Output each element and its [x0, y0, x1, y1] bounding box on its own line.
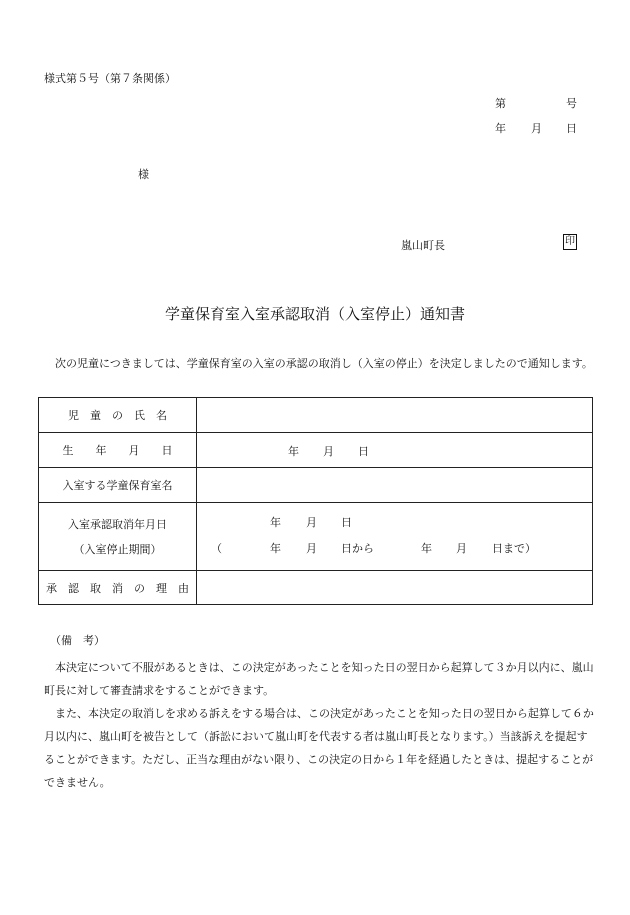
table-row: [39, 433, 593, 468]
cancel-date-field[interactable]: [197, 503, 593, 571]
issue-date-year: 年: [495, 122, 506, 135]
seal-mark: 印: [563, 234, 577, 250]
cancel-date-label-cell: [39, 503, 197, 571]
birth-day-unit: 日: [358, 445, 369, 458]
document-title: 学童保育室入室承認取消（入室停止）通知書: [164, 305, 465, 323]
form-number: 様式第５号（第７条関係）: [44, 72, 176, 85]
birth-date-label: 生 年 月 日: [39, 433, 197, 468]
birth-year-unit: 年: [288, 445, 299, 458]
child-name-field[interactable]: [197, 398, 593, 433]
suspension-period-label: （入室停止期間）: [73, 542, 162, 556]
cancel-year-unit: 年: [270, 516, 281, 529]
child-name-label: 児 童 の 氏 名: [39, 398, 197, 433]
room-name-field[interactable]: [197, 468, 593, 503]
intro-text: 次の児童につきましては、学童保育室の入室の承認の取消し（入室の停止）を決定しましたので通知します。: [44, 357, 593, 370]
period-to-month-unit: 月: [456, 542, 467, 555]
period-open-paren: （: [211, 542, 222, 555]
remark-lawsuit: また、本決定の取消しを求める訴えをする場合は、この決定があったことを知った日の翌日から起算して６か月以内に、嵐山町を被告として（訴訟において嵐山町を代表する者は嵐山町長となります。）当該訴えを提起することができます。ただし、正当な理由がない限り、この決定の日から１年を経過したときは、提起することができません。: [44, 707, 594, 789]
room-name-label: 入室する学童保育室名: [39, 468, 197, 503]
info-table: [38, 397, 593, 605]
doc-number-prefix: 第: [495, 97, 506, 110]
period-to-day-unit: 日まで）: [492, 542, 536, 555]
remark-appeal: 本決定について不服があるときは、この決定があったことを知った日の翌日から起算して３か月以内に、嵐山町長に対して審査請求をすることができます。: [44, 661, 594, 697]
issue-date-day: 日: [566, 122, 577, 135]
remarks-body: [44, 656, 594, 794]
period-from-day-unit: 日から: [341, 542, 374, 555]
cancel-reason-label: 承 認 取 消 の 理 由: [39, 571, 197, 605]
doc-number-suffix: 号: [566, 97, 577, 110]
cancel-day-unit: 日: [341, 516, 352, 529]
birth-month-unit: 月: [323, 445, 334, 458]
table-row: [39, 468, 593, 503]
remarks-heading: （備 考）: [50, 634, 105, 647]
birth-date-field[interactable]: [197, 433, 593, 468]
cancel-month-unit: 月: [306, 516, 317, 529]
cancel-date-label: 入室承認取消年月日: [68, 517, 167, 531]
table-row: [39, 571, 593, 605]
issuer-name: 嵐山町長: [401, 239, 445, 252]
recipient-honorific: 様: [138, 168, 149, 181]
table-row: [39, 503, 593, 571]
issue-date-month: 月: [531, 122, 542, 135]
period-from-month-unit: 月: [306, 542, 317, 555]
table-row: [39, 398, 593, 433]
period-from-year-unit: 年: [270, 542, 281, 555]
cancel-reason-field[interactable]: [197, 571, 593, 605]
period-to-year-unit: 年: [421, 542, 432, 555]
